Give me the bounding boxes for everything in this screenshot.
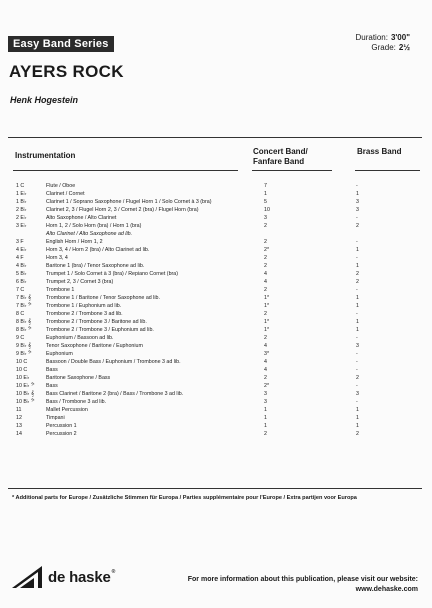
instrument-name: Bass / Trombone 3 ad lib. — [46, 399, 107, 405]
duration-value: 3'00" — [390, 33, 410, 42]
concert-band-count: 3 — [264, 391, 267, 397]
instrument-name: Bass Clarinet / Baritone 2 (bra) / Bass / Trombone 3 ad lib. — [46, 391, 184, 397]
concert-band-count: 4 — [264, 279, 267, 285]
brass-band-count: 1 — [356, 303, 359, 309]
brass-band-count: - — [356, 239, 358, 245]
brass-band-header: Brass Band — [357, 147, 402, 156]
instrument-name: Trombone 1 — [46, 287, 75, 293]
instrument-name: Horn 3, 4 — [46, 255, 68, 261]
table-row — [0, 382, 432, 390]
brass-band-count: 2 — [356, 431, 359, 437]
website-info — [188, 575, 418, 595]
brass-band-count: - — [356, 335, 358, 341]
brass-band-count: 1 — [356, 423, 359, 429]
brass-band-count: 1 — [356, 327, 359, 333]
brass-band-count: - — [356, 215, 358, 221]
table-row — [0, 302, 432, 310]
concert-band-header-line2: Fanfare Band — [253, 157, 305, 166]
part-code: 12 — [16, 415, 22, 421]
part-code: 10 B♭ 𝄢 — [16, 399, 35, 405]
part-code: 2 E♭ — [16, 215, 27, 221]
part-code: 6 B♭ — [16, 279, 27, 285]
instrument-name: Horn 3, 4 / Horn 2 (bra) / Alto Clarinet ad lib. — [46, 247, 150, 253]
instrument-name: Trombone 1 / Euphonium ad lib. — [46, 303, 122, 309]
concert-band-count: 3 — [264, 399, 267, 405]
concert-band-count: 4 — [264, 343, 267, 349]
instrumentation-header-rule — [13, 170, 238, 171]
piece-title: AYERS ROCK — [9, 62, 124, 81]
instrument-name: Alto Saxophone / Alto Clarinet — [46, 215, 117, 221]
part-code: 14 — [16, 431, 22, 437]
concert-band-count: 1* — [264, 295, 270, 301]
instrument-name: Percussion 2 — [46, 431, 77, 437]
instrument-name: Flute / Oboe — [46, 183, 76, 189]
brass-band-count: - — [356, 383, 358, 389]
website-info-text: For more information about this publication, please visit our website: — [187, 576, 418, 583]
logo-text: de haske — [48, 568, 111, 586]
brass-band-count: - — [356, 367, 358, 373]
part-code: 11 — [16, 407, 22, 413]
instrument-name: Trumpet 2, 3 / Cornet 3 (bra) — [46, 279, 114, 285]
concert-band-count: 4 — [264, 367, 267, 373]
table-row — [0, 326, 432, 334]
instrument-name: Alto Clarinet / Alto Saxophone ad lib. — [46, 231, 133, 237]
concert-band-count: 2 — [264, 311, 267, 317]
concert-band-header-line1: Concert Band/ — [253, 147, 308, 156]
table-row — [0, 254, 432, 262]
table-row — [0, 398, 432, 406]
instrument-name: Trumpet 1 / Solo Cornet à 3 (bra) / Repiano Cornet (bra) — [46, 271, 178, 277]
grade-label: Grade: — [371, 43, 396, 52]
table-row — [0, 222, 432, 230]
brass-band-count: 1 — [356, 407, 359, 413]
part-code: 1 E♭ — [16, 191, 27, 197]
concert-band-count: 2* — [264, 247, 270, 253]
brass-band-count: 2 — [356, 223, 359, 229]
table-row — [0, 230, 432, 238]
table-row — [0, 238, 432, 246]
instrument-name: Tenor Saxophone / Baritone / Euphonium — [46, 343, 143, 349]
brass-band-count: - — [356, 359, 358, 365]
brass-band-count: - — [356, 183, 358, 189]
part-code: 9 B♭ 𝄞 — [16, 343, 32, 349]
de-haske-mark-icon — [12, 566, 42, 588]
table-row — [0, 310, 432, 318]
brass-band-count: 1 — [356, 295, 359, 301]
europe-footnote: * Additional parts for Europe / Zusätzliche Stimmen für Europa / Parties supplémentaire pour l'Europe / Extra partijen voor Europa — [12, 495, 357, 501]
part-code: 10 B♭ 𝄞 — [16, 391, 34, 397]
table-row — [0, 390, 432, 398]
brass-band-count: - — [356, 351, 358, 357]
part-code: 10 C — [16, 367, 28, 373]
part-code: 4 E♭ — [16, 247, 27, 253]
instrument-name: Baritone 1 (bra) / Tenor Saxophone ad lib. — [46, 263, 145, 269]
brass-band-count: 3 — [356, 391, 359, 397]
part-code: 7 B♭ 𝄢 — [16, 303, 32, 309]
concert-band-count: 3* — [264, 351, 270, 357]
part-code: 7 B♭ 𝄞 — [16, 295, 32, 301]
divider-top — [8, 137, 422, 138]
part-code: 1 B♭ — [16, 199, 27, 205]
part-code: 5 B♭ — [16, 271, 27, 277]
brass-band-count: - — [356, 311, 358, 317]
concert-band-count: 10 — [264, 207, 270, 213]
part-code: 10 E♭ — [16, 375, 30, 381]
concert-band-count: 1* — [264, 327, 270, 333]
instrument-name: Horn 1, 2 / Solo Horn (bra) / Horn 1 (bra) — [46, 223, 142, 229]
concert-band-count: 2* — [264, 383, 270, 389]
brass-band-count: 1 — [356, 319, 359, 325]
duration-label: Duration: — [355, 33, 388, 42]
concert-band-count: 2 — [264, 431, 267, 437]
concert-band-count: 5 — [264, 199, 267, 205]
part-code: 8 C — [16, 311, 25, 317]
part-code: 1 C — [16, 183, 25, 189]
part-code: 3 F — [16, 239, 24, 245]
table-row — [0, 270, 432, 278]
concert-band-count: 4 — [264, 359, 267, 365]
concert-band-count: 4 — [264, 271, 267, 277]
part-code: 4 B♭ — [16, 263, 27, 269]
table-row — [0, 198, 432, 206]
table-row — [0, 182, 432, 190]
logo-wordmark — [48, 569, 115, 586]
table-row — [0, 430, 432, 438]
brass-band-count: 2 — [356, 279, 359, 285]
instrument-name: Clarinet / Cornet — [46, 191, 85, 197]
instrument-name: Trombone 2 / Trombone 3 / Euphonium ad lib. — [46, 327, 154, 333]
instrument-name: Trombone 2 / Trombone 3 / Baritone ad lib. — [46, 319, 147, 325]
table-row — [0, 294, 432, 302]
part-code: 13 — [16, 423, 22, 429]
concert-band-count: 1 — [264, 415, 267, 421]
instrument-name: Trombone 1 / Baritone / Tenor Saxophone ad lib. — [46, 295, 160, 301]
publisher-logo — [12, 566, 115, 588]
concert-band-count: 2 — [264, 375, 267, 381]
instrument-name: Baritone Saxophone / Bass — [46, 375, 111, 381]
table-row — [0, 350, 432, 358]
instrument-name: Clarinet 1 / Soprano Saxophone / Flugel Horn 1 / Solo Cornet à 3 (bra) — [46, 199, 212, 205]
brass-band-count: 1 — [356, 247, 359, 253]
brass-band-count: 2 — [356, 375, 359, 381]
instrument-name: Bassoon / Double Bass / Euphonium / Trombone 3 ad lib. — [46, 359, 181, 365]
instrument-name: Percussion 1 — [46, 423, 77, 429]
table-row — [0, 366, 432, 374]
table-row — [0, 334, 432, 342]
part-code: 8 B♭ 𝄞 — [16, 319, 32, 325]
instrument-name: Bass — [46, 367, 58, 373]
part-code: 7 C — [16, 287, 25, 293]
composer-name: Henk Hogestein — [10, 95, 79, 105]
brass-band-count: 1 — [356, 191, 359, 197]
part-code: 8 B♭ 𝄢 — [16, 327, 32, 333]
instrument-name: Bass — [46, 383, 58, 389]
brass-band-count: 3 — [356, 343, 359, 349]
table-row — [0, 406, 432, 414]
table-row — [0, 318, 432, 326]
part-code: 2 B♭ — [16, 207, 27, 213]
grade-value: 2½ — [398, 43, 410, 52]
table-row — [0, 190, 432, 198]
brass-band-count: - — [356, 287, 358, 293]
concert-band-count: 1 — [264, 423, 267, 429]
instrument-name: Timpani — [46, 415, 65, 421]
instrumentation-header: Instrumentation — [15, 151, 76, 160]
part-code: 3 E♭ — [16, 223, 27, 229]
concert-band-header-rule — [252, 170, 332, 171]
part-code: 9 C — [16, 335, 25, 341]
instrumentation-table — [0, 182, 432, 438]
instrument-name: Euphonium — [46, 351, 73, 357]
concert-band-count: 1 — [264, 191, 267, 197]
concert-band-header — [253, 147, 308, 167]
concert-band-count: 2 — [264, 239, 267, 245]
table-row — [0, 286, 432, 294]
brass-band-count: - — [356, 399, 358, 405]
brass-band-header-rule — [355, 170, 420, 171]
series-badge: Easy Band Series — [8, 36, 114, 52]
table-row — [0, 246, 432, 254]
table-row — [0, 206, 432, 214]
table-row — [0, 278, 432, 286]
concert-band-count: 3 — [264, 215, 267, 221]
instrument-name: Euphonium / Bassoon ad lib. — [46, 335, 114, 341]
divider-bottom — [8, 488, 422, 489]
table-row — [0, 342, 432, 350]
table-row — [0, 262, 432, 270]
brass-band-count: 3 — [356, 199, 359, 205]
table-row — [0, 374, 432, 382]
part-code: 9 B♭ 𝄢 — [16, 351, 32, 357]
concert-band-count: 2 — [264, 255, 267, 261]
concert-band-count: 1 — [264, 407, 267, 413]
part-code: 10 C — [16, 359, 28, 365]
duration-grade — [355, 33, 410, 53]
instrument-name: Trombone 2 / Trombone 3 ad lib. — [46, 311, 123, 317]
instrument-name: English Horn / Horn 1, 2 — [46, 239, 103, 245]
table-row — [0, 358, 432, 366]
brass-band-count: 1 — [356, 263, 359, 269]
concert-band-count: 2 — [264, 223, 267, 229]
part-code: 4 F — [16, 255, 24, 261]
concert-band-count: 2 — [264, 287, 267, 293]
instrument-name: Clarinet 2, 3 / Flugel Horn 2, 3 / Cornet 2 (bra) / Flugel Horn (bra) — [46, 207, 199, 213]
concert-band-count: 1* — [264, 319, 270, 325]
concert-band-count: 2 — [264, 335, 267, 341]
brass-band-count: 2 — [356, 271, 359, 277]
table-row — [0, 414, 432, 422]
brass-band-count: 1 — [356, 415, 359, 421]
website-link[interactable]: www.dehaske.com — [355, 586, 418, 593]
brass-band-count: 3 — [356, 207, 359, 213]
part-code: 10 E♭ 𝄢 — [16, 383, 35, 389]
table-row — [0, 422, 432, 430]
registered-mark: ® — [111, 568, 116, 575]
concert-band-count: 7 — [264, 183, 267, 189]
brass-band-count: - — [356, 255, 358, 261]
concert-band-count: 2 — [264, 263, 267, 269]
concert-band-count: 1* — [264, 303, 270, 309]
table-row — [0, 214, 432, 222]
instrument-name: Mallet Percussion — [46, 407, 88, 413]
